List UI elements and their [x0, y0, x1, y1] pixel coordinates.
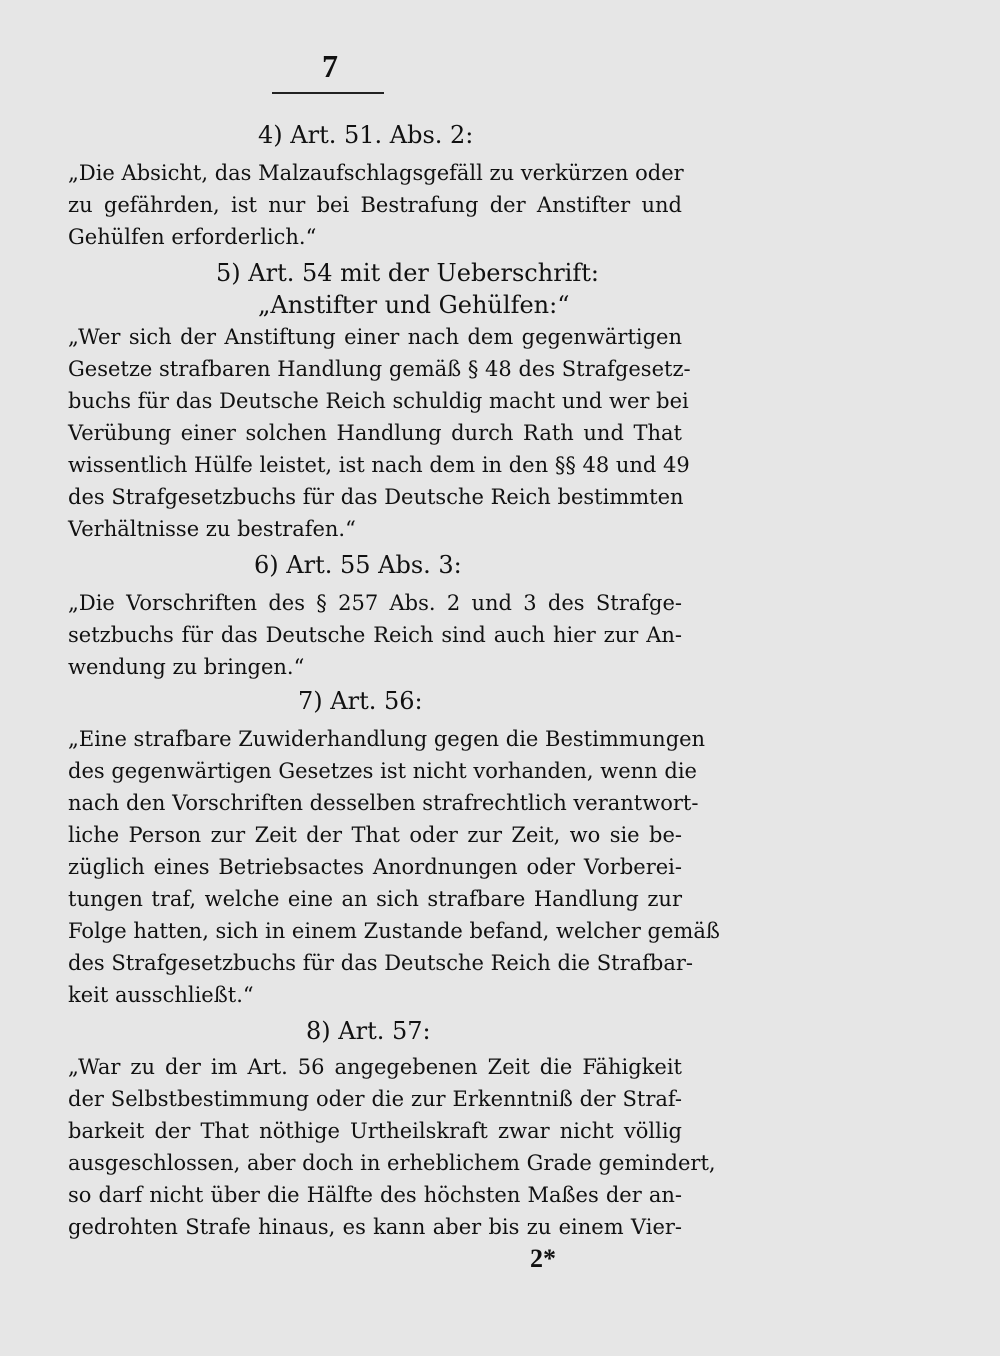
text-line: Gehülfen erforderlich.“ — [68, 225, 317, 249]
text-line: keit ausschließt.“ — [68, 983, 254, 1007]
text-line: nach den Vorschriften desselben strafrechtlich verantwort- — [68, 791, 699, 815]
text-line: „Die Absicht, das Malzaufschlagsgefäll zu verkürzen oder — [68, 161, 684, 185]
text-line: Folge hatten, sich in einem Zustande befand, welcher gemäß — [68, 919, 720, 943]
text-line: „Wer sich der Anstiftung einer nach dem gegenwärtigen — [68, 325, 682, 349]
text-line: so darf nicht über die Hälfte des höchsten Maßes der an- — [68, 1183, 682, 1207]
text-line: „War zu der im Art. 56 angegebenen Zeit die Fähigkeit — [68, 1055, 682, 1079]
text-line: liche Person zur Zeit der That oder zur Zeit, wo sie be- — [68, 823, 682, 847]
section-heading: 4) Art. 51. Abs. 2: — [258, 121, 474, 149]
page-number: 7 — [322, 48, 338, 84]
text-line: wissentlich Hülfe leistet, ist nach dem in den §§ 48 und 49 — [68, 453, 690, 477]
text-line: „Die Vorschriften des § 257 Abs. 2 und 3 des Strafge- — [68, 591, 682, 615]
section-heading: 7) Art. 56: — [298, 687, 423, 715]
text-line: der Selbstbestimmung oder die zur Erkenntniß der Straf- — [68, 1087, 682, 1111]
text-line: züglich eines Betriebsactes Anordnungen oder Vorberei- — [68, 855, 682, 879]
text-line: zu gefährden, ist nur bei Bestrafung der Anstifter und — [68, 193, 682, 217]
text-line: gedrohten Strafe hinaus, es kann aber bis zu einem Vier- — [68, 1215, 682, 1239]
section-heading: 8) Art. 57: — [306, 1017, 431, 1045]
text-line: Verhältnisse zu bestrafen.“ — [68, 517, 356, 541]
text-line: wendung zu bringen.“ — [68, 655, 305, 679]
text-line: tungen traf, welche eine an sich strafbare Handlung zur — [68, 887, 682, 911]
text-line: setzbuchs für das Deutsche Reich sind auch hier zur An- — [68, 623, 682, 647]
text-line: barkeit der That nöthige Urtheilskraft zwar nicht völlig — [68, 1119, 682, 1143]
text-line: Gesetze strafbaren Handlung gemäß § 48 des Strafgesetz- — [68, 357, 691, 381]
text-line: des Strafgesetzbuchs für das Deutsche Reich die Strafbar- — [68, 951, 694, 975]
text-line: Verübung einer solchen Handlung durch Rath und That — [68, 421, 682, 445]
text-line: des Strafgesetzbuchs für das Deutsche Reich bestimmten — [68, 485, 684, 509]
section-heading: 5) Art. 54 mit der Ueberschrift: — [216, 259, 599, 287]
page-number-rule — [272, 92, 384, 94]
text-line: buchs für das Deutsche Reich schuldig macht und wer bei — [68, 389, 689, 413]
section-heading: 6) Art. 55 Abs. 3: — [254, 551, 462, 579]
signature-mark: 2* — [530, 1244, 556, 1273]
text-line: ausgeschlossen, aber doch in erheblichem Grade gemindert, — [68, 1151, 716, 1175]
text-line: „Eine strafbare Zuwiderhandlung gegen die Bestimmungen — [68, 727, 706, 751]
section-subheading: „Anstifter und Gehülfen:“ — [258, 291, 570, 319]
text-line: des gegenwärtigen Gesetzes ist nicht vorhanden, wenn die — [68, 759, 697, 783]
